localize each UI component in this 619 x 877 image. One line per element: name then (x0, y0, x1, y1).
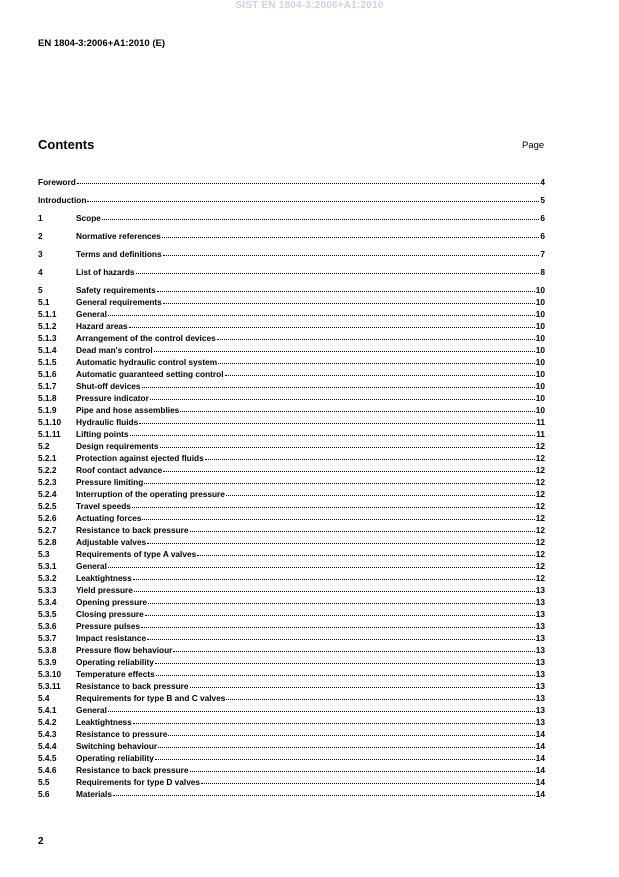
toc-leader-dots (157, 282, 535, 292)
toc-entry-page: 14 (535, 777, 545, 787)
toc-entry-page: 12 (535, 525, 545, 535)
toc-entry-title: Hazard areas (76, 321, 128, 331)
toc-entry-number: 5.2.8 (38, 537, 57, 547)
toc-entry-title: Closing pressure (76, 609, 144, 619)
toc-entry-title: Yield pressure (76, 585, 133, 595)
toc-entry-number: 5.1.4 (38, 345, 57, 355)
toc-leader-dots (147, 534, 535, 544)
toc-entry-page: 10 (535, 333, 545, 343)
toc-leader-dots (130, 426, 536, 436)
toc-entry-number: 5.1.6 (38, 369, 57, 379)
toc-entry-title: Design requirements (76, 441, 159, 451)
toc-leader-dots (132, 498, 535, 508)
toc-entry-title: Pressure limiting (76, 477, 144, 487)
toc-leader-dots (201, 774, 535, 784)
toc-leader-dots (144, 474, 534, 484)
toc-leader-dots (108, 306, 535, 316)
toc-entry-title: Resistance to pressure (76, 729, 168, 739)
toc-leader-dots (142, 510, 534, 520)
toc-entry-title: Pressure indicator (76, 393, 149, 403)
toc-entry-title: Lifting points (76, 429, 129, 439)
toc-entry-title: Requirements for type D valves (76, 777, 201, 787)
toc-entry-number: 5.2.5 (38, 501, 57, 511)
toc-entry-title: Foreword (38, 177, 76, 187)
toc-leader-dots (154, 342, 535, 352)
toc-entry-number: 5.4.2 (38, 717, 57, 727)
toc-entry-page: 10 (535, 369, 545, 379)
toc-leader-dots (133, 714, 535, 724)
toc-entry-page: 12 (535, 501, 545, 511)
toc-entry-number: 5.1.9 (38, 405, 57, 415)
page-number: 2 (38, 836, 44, 847)
toc-entry-number: 5.4 (38, 693, 50, 703)
toc-leader-dots (218, 354, 535, 364)
toc-leader-dots (158, 738, 535, 748)
toc-leader-dots (108, 558, 535, 568)
toc-entry-page: 10 (535, 321, 545, 331)
toc-leader-dots (155, 750, 535, 760)
toc-entry-title: Adjustable valves (76, 537, 147, 547)
toc-entry-page: 12 (535, 573, 545, 583)
toc-entry-title: General (76, 561, 107, 571)
toc-leader-dots (163, 462, 535, 472)
toc-entry-title: General requirements (76, 297, 162, 307)
toc-leader-dots (148, 594, 535, 604)
toc-leader-dots (163, 246, 540, 256)
toc-entry-title: Automatic guaranteed setting control (76, 369, 224, 379)
toc-entry-number: 5.1 (38, 297, 50, 307)
toc-entry-title: Dead man's control (76, 345, 153, 355)
toc-entry-title: Temperature effects (76, 669, 155, 679)
toc-entry-title: Actuating forces (76, 513, 142, 523)
table-of-contents (38, 175, 545, 799)
toc-entry-number: 5.2.6 (38, 513, 57, 523)
toc-entry-title: Operating reliability (76, 753, 154, 763)
toc-entry-page: 12 (535, 561, 545, 571)
toc-entry-title: Travel speeds (76, 501, 131, 511)
contents-heading: Contents (38, 137, 95, 152)
toc-entry-page: 13 (535, 609, 545, 619)
toc-entry-page: 8 (540, 267, 545, 277)
toc-entry-number: 5.2.2 (38, 465, 57, 475)
toc-entry-number: 5.4.1 (38, 705, 57, 715)
toc-entry-number: 5.2 (38, 441, 50, 451)
toc-entry-title: Impact resistance (76, 633, 147, 643)
toc-entry-page: 14 (535, 753, 545, 763)
toc-entry-number: 5.6 (38, 789, 50, 799)
toc-leader-dots (134, 582, 535, 592)
toc-entry-number: 5.3.4 (38, 597, 57, 607)
toc-entry-page: 13 (535, 717, 545, 727)
toc-entry-number: 5.3.8 (38, 645, 57, 655)
toc-leader-dots (133, 570, 535, 580)
toc-entry-number: 5.4.5 (38, 753, 57, 763)
toc-leader-dots (205, 450, 535, 460)
toc-entry-title: General (76, 705, 107, 715)
toc-entry-title: Requirements of type A valves (76, 549, 197, 559)
toc-leader-dots (160, 438, 535, 448)
toc-leader-dots (225, 366, 535, 376)
toc-leader-dots (217, 330, 535, 340)
toc-entry-page: 13 (535, 693, 545, 703)
toc-leader-dots (150, 390, 535, 400)
toc-entry-number: 5.3.6 (38, 621, 57, 631)
toc-entry-title: Resistance to back pressure (76, 681, 189, 691)
toc-entry-number: 5.2.1 (38, 453, 57, 463)
toc-entry-page: 10 (535, 297, 545, 307)
toc-entry-page: 13 (535, 597, 545, 607)
toc-leader-dots (197, 546, 535, 556)
toc-entry-page: 6 (540, 231, 545, 241)
toc-entry[interactable] (38, 265, 545, 277)
toc-leader-dots (226, 486, 535, 496)
toc-entry-number: 5.1.10 (38, 417, 62, 427)
toc-entry-number: 5 (38, 285, 43, 295)
toc-entry-page: 12 (535, 465, 545, 475)
toc-entry-title: Requirements for type B and C valves (76, 693, 226, 703)
toc-entry-number: 5.1.2 (38, 321, 57, 331)
toc-entry[interactable] (38, 211, 545, 223)
toc-entry-page: 10 (535, 381, 545, 391)
toc-entry-number: 5.1.7 (38, 381, 57, 391)
toc-entry-number: 5.3.2 (38, 573, 57, 583)
toc-entry-page: 12 (535, 489, 545, 499)
toc-entry-page: 13 (535, 681, 545, 691)
toc-entry-page: 14 (535, 789, 545, 799)
toc-entry-title: Pipe and hose assemblies (76, 405, 180, 415)
toc-entry-page: 11 (536, 429, 545, 439)
toc-entry-number: 5.1.3 (38, 333, 57, 343)
toc-entry[interactable] (38, 229, 545, 241)
toc-entry-title: Scope (76, 213, 101, 223)
toc-leader-dots (113, 786, 535, 796)
toc-entry-title: Protection against ejected fluids (76, 453, 204, 463)
toc-entry-page: 10 (535, 309, 545, 319)
toc-entry-number: 5.2.7 (38, 525, 57, 535)
toc-leader-dots (190, 762, 535, 772)
toc-entry-title: Shut-off devices (76, 381, 141, 391)
toc-leader-dots (155, 654, 535, 664)
toc-entry[interactable] (38, 247, 545, 259)
toc-entry-page: 5 (540, 195, 545, 205)
toc-entry-title: Arrangement of the control devices (76, 333, 216, 343)
toc-leader-dots (168, 726, 534, 736)
toc-entry-page: 12 (535, 453, 545, 463)
toc-entry-number: 5.3.10 (38, 669, 62, 679)
toc-entry-title: Roof contact advance (76, 465, 163, 475)
toc-entry-title: Interruption of the operating pressure (76, 489, 225, 499)
toc-entry-title: Opening pressure (76, 597, 148, 607)
toc-entry-page: 10 (535, 357, 545, 367)
toc-entry[interactable] (38, 175, 545, 187)
toc-leader-dots (87, 192, 539, 202)
toc-entry-page: 12 (535, 441, 545, 451)
toc-entry-number: 5.1.11 (38, 429, 61, 439)
toc-entry-title: Leaktightness (76, 573, 132, 583)
watermark: SIST EN 1804-3:2006+A1:2010 (235, 0, 384, 11)
toc-entry-page: 13 (535, 633, 545, 643)
toc-leader-dots (163, 294, 535, 304)
toc-leader-dots (129, 318, 535, 328)
toc-entry-page: 7 (540, 249, 545, 259)
toc-entry-page: 13 (535, 705, 545, 715)
toc-entry-number: 5.4.6 (38, 765, 57, 775)
toc-leader-dots (108, 702, 535, 712)
toc-entry-page: 10 (535, 393, 545, 403)
toc-entry-number: 5.1.5 (38, 357, 57, 367)
toc-entry-number: 1 (38, 213, 43, 223)
toc-entry-number: 5.3 (38, 549, 50, 559)
toc-leader-dots (139, 414, 535, 424)
toc-entry-number: 5.3.5 (38, 609, 57, 619)
toc-leader-dots (226, 690, 534, 700)
toc-entry-page: 12 (535, 513, 545, 523)
toc-entry-number: 2 (38, 231, 43, 241)
toc-entry-page: 14 (535, 729, 545, 739)
toc-entry-number: 5.1.8 (38, 393, 57, 403)
toc-entry-page: 12 (535, 549, 545, 559)
toc-entry-number: 5.3.9 (38, 657, 57, 667)
toc-leader-dots (141, 618, 535, 628)
toc-entry-number: 5.2.4 (38, 489, 57, 499)
toc-leader-dots (142, 378, 535, 388)
toc-entry-title: Pressure flow behaviour (76, 645, 173, 655)
toc-entry-page: 13 (535, 621, 545, 631)
toc-leader-dots (190, 678, 535, 688)
toc-entry-title: Hydraulic fluids (76, 417, 139, 427)
toc-leader-dots (156, 666, 535, 676)
toc-entry-title: Normative references (76, 231, 161, 241)
toc-entry-title: Resistance to back pressure (76, 525, 189, 535)
toc-entry[interactable] (38, 193, 545, 205)
toc-entry-page: 13 (535, 657, 545, 667)
toc-entry-title: Terms and definitions (76, 249, 162, 259)
toc-entry-title: Automatic hydraulic control system (76, 357, 218, 367)
toc-leader-dots (77, 174, 540, 184)
toc-entry-page: 13 (535, 669, 545, 679)
toc-leader-dots (147, 630, 535, 640)
toc-entry-page: 14 (535, 765, 545, 775)
toc-entry-page: 10 (535, 345, 545, 355)
toc-leader-dots (136, 264, 540, 274)
toc-leader-dots (102, 210, 539, 220)
toc-entry-page: 10 (535, 285, 545, 295)
toc-entry-title: Resistance to back pressure (76, 765, 189, 775)
toc-entry-page: 4 (540, 177, 545, 187)
toc-entry-page: 14 (535, 741, 545, 751)
toc-leader-dots (180, 402, 534, 412)
toc-leader-dots (173, 642, 534, 652)
toc-entry[interactable] (38, 787, 545, 799)
toc-entry-number: 4 (38, 267, 43, 277)
toc-entry-title: Switching behaviour (76, 741, 158, 751)
toc-entry-title: Operating reliability (76, 657, 154, 667)
toc-entry-page: 10 (535, 405, 545, 415)
toc-entry-title: Safety requirements (76, 285, 156, 295)
toc-entry-page: 13 (535, 645, 545, 655)
toc-leader-dots (190, 522, 535, 532)
toc-entry-title: Introduction (38, 195, 87, 205)
toc-entry-number: 3 (38, 249, 43, 259)
toc-entry-page: 12 (535, 537, 545, 547)
toc-entry-number: 5.4.4 (38, 741, 57, 751)
toc-entry-number: 5.4.3 (38, 729, 57, 739)
toc-entry-number: 5.3.1 (38, 561, 57, 571)
toc-entry-title: List of hazards (76, 267, 135, 277)
document-identifier: EN 1804-3:2006+A1:2010 (E) (38, 38, 166, 49)
toc-entry-number: 5.3.3 (38, 585, 57, 595)
toc-entry-page: 12 (535, 477, 545, 487)
toc-entry-number: 5.5 (38, 777, 50, 787)
toc-entry-title: Pressure pulses (76, 621, 141, 631)
toc-entry-title: General (76, 309, 107, 319)
toc-entry-title: Leaktightness (76, 717, 132, 727)
toc-entry-page: 13 (535, 585, 545, 595)
page-column-label: Page (522, 140, 545, 151)
toc-entry-page: 6 (540, 213, 545, 223)
toc-leader-dots (145, 606, 535, 616)
toc-entry-number: 5.1.1 (38, 309, 57, 319)
toc-entry-page: 11 (536, 417, 545, 427)
toc-leader-dots (162, 228, 540, 238)
toc-entry-title: Materials (76, 789, 112, 799)
toc-entry-number: 5.3.11 (38, 681, 61, 691)
toc-entry-number: 5.2.3 (38, 477, 57, 487)
toc-entry-number: 5.3.7 (38, 633, 57, 643)
